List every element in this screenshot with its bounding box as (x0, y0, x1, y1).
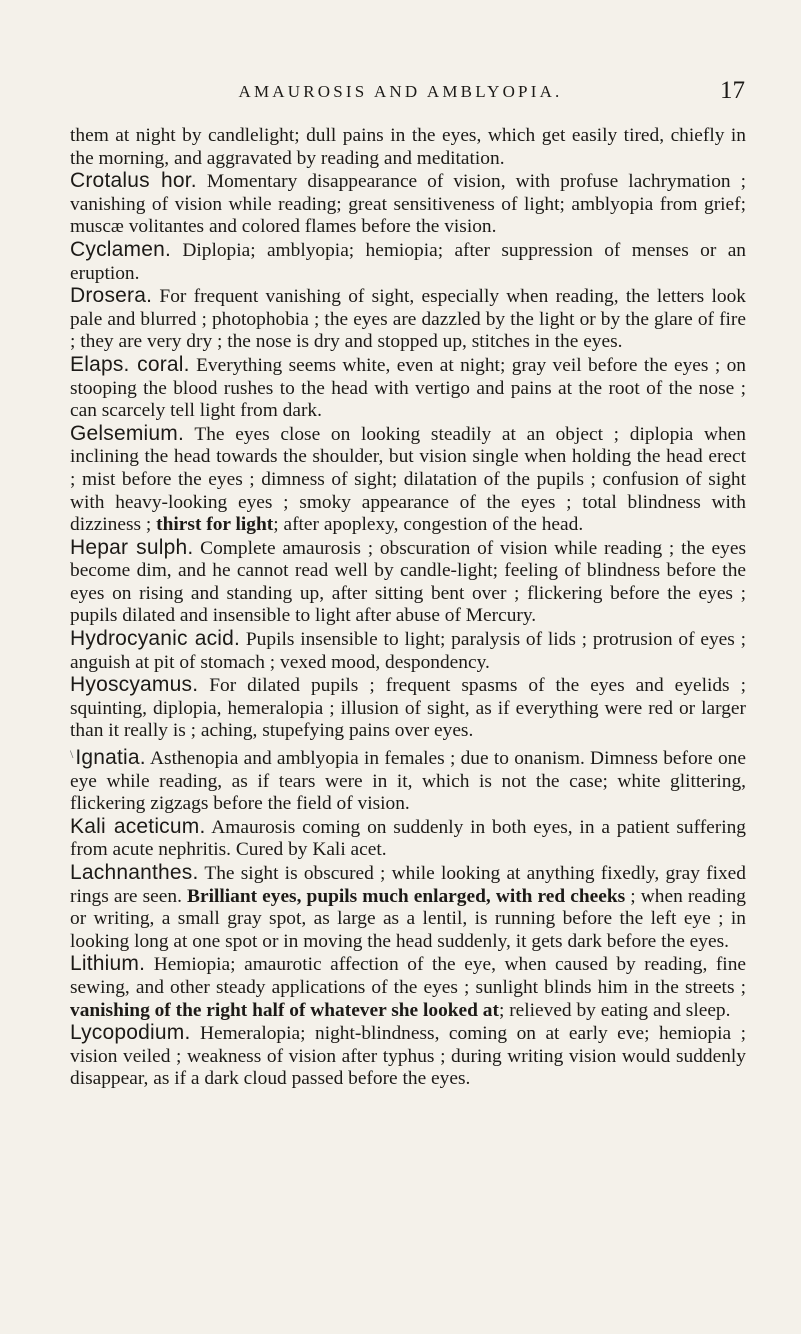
remedy-name: Hyoscyamus. (70, 673, 199, 697)
paragraph-text: The sight is obscured ; while looking at anything fixedly, gray fixed rings are seen. (70, 863, 746, 907)
paragraph-text: Complete amaurosis ; obscuration of vision while reading ; the eyes become dim, and he cannot read well by candle-light; feeling of blindness before the eyes on rising and standing up, after sitting bent over ; flickering before the eyes ; pupils dilated and insensible to light after abuse of Mercury. (70, 537, 746, 627)
running-head (0, 77, 801, 112)
paragraph-text: For frequent vanishing of sight, especially when reading, the letters look pale and blurred ; photophobia ; the eyes are dazzled by the light or by the glare of fire ; they are very dry ; the nose is dry and stopped up, stitches in the eyes. (70, 286, 746, 353)
remedy-paragraph (70, 1022, 746, 1091)
remedy-name: Hydrocyanic acid. (70, 627, 241, 651)
paragraph-text: Hemeralopia; night-blindness, coming on at early eve; hemiopia ; vision veiled ; weakness of vision after typhus ; during writing vision would suddenly disappear, as if a dark cloud passed before the eyes. (70, 1023, 746, 1090)
margin-mark: \ (70, 747, 74, 762)
remedy-name: Kali aceticum. (70, 814, 206, 838)
paragraph-text: them at night by candlelight; dull pains in the eyes, which get easily tired, chiefly in the morning, and aggravated by reading and meditation. (70, 125, 746, 169)
paragraph-text: The eyes close on looking steadily at an object ; diplopia when inclining the head towards the shoulder, but vision single when holding the head erect ; mist before the eyes ; dimness of sight; dilatation of the pupils ; confusion of sight with heavy-looking eyes ; smoky appearance of the eyes ; total blindness with dizziness ; (70, 423, 746, 536)
emphasized-text: thirst for light (156, 514, 274, 536)
paragraph-text: ; after apoplexy, congestion of the head. (273, 514, 584, 536)
remedy-paragraph (70, 285, 746, 354)
page-number: 17 (720, 77, 745, 104)
running-title: AMAUROSIS AND AMBLYOPIA. (238, 82, 563, 101)
remedy-name: Lycopodium. (70, 1021, 191, 1045)
remedy-name: Lithium. (70, 952, 146, 976)
remedy-name: Ignatia. (75, 746, 146, 770)
paragraph-text: Hemiopia; amaurotic affection of the eye, when caused by reading, fine sewing, and other steady applications of the eyes ; sunlight blinds him in the streets ; (70, 954, 746, 998)
paragraph-text: For dilated pupils ; frequent spasms of the eyes and eyelids ; squinting, diplopia, hemeralopia ; illusion of sight, as if everything were red or larger than it really is ; aching, stupefying pains over eyes. (70, 675, 746, 742)
remedy-paragraph (70, 862, 746, 953)
remedy-paragraph (70, 239, 746, 285)
remedy-paragraph (70, 354, 746, 423)
remedy-paragraph (70, 423, 746, 537)
remedy-paragraph (70, 816, 746, 862)
remedy-paragraph (70, 953, 746, 1022)
remedy-name: Drosera. (70, 284, 153, 308)
body-text (70, 125, 746, 1091)
remedy-name: Lachnanthes. (70, 861, 199, 884)
remedy-name: Gelsemium. (70, 421, 185, 445)
remedy-paragraph (70, 125, 746, 170)
remedy-paragraph (70, 674, 746, 743)
remedy-name: Cyclamen. (70, 237, 171, 261)
remedy-paragraph (70, 743, 746, 816)
remedy-paragraph (70, 628, 746, 674)
paragraph-text: Asthenopia and amblyopia in females ; due to onanism. Dimness before one eye while reading, as if tears were in it, which is not the case; white glittering, flickering zigzags before the field of vision. (70, 748, 746, 815)
paragraph-text: ; when reading or writing, a small gray spot, as large as a lentil, is running before the left eye ; in looking long at one spot or in moving the head suddenly, it gets dark before the eyes. (70, 885, 746, 952)
remedy-name: Crotalus hor. (70, 169, 197, 193)
paragraph-text: Diplopia; amblyopia; hemiopia; after suppression of menses or an eruption. (70, 239, 746, 284)
remedy-paragraph (70, 170, 746, 239)
emphasized-text: vanishing of the right half of whatever she looked at (70, 999, 499, 1021)
paragraph-text: ; relieved by eating and sleep. (498, 999, 731, 1021)
remedy-paragraph (70, 537, 746, 628)
emphasized-text: Brilliant eyes, pupils much enlarged, with red cheeks (187, 885, 626, 907)
paragraph-text: Everything seems white, even at night; gray veil before the eyes ; on stooping the blood rushes to the head with vertigo and pains at the root of the nose ; can scarcely tell light from dark. (70, 354, 747, 422)
paragraph-text: Momentary disappearance of vision, with profuse lachrymation ; vanishing of vision while reading; great sensitiveness of light; amblyopia from grief; muscæ volitantes and colored flames before the vision. (70, 171, 746, 238)
remedy-name: Elaps. coral. (70, 352, 190, 376)
paragraph-text: Amaurosis coming on suddenly in both eyes, in a patient suffering from acute nephritis. Cured by Kali acet. (70, 816, 746, 861)
paragraph-text: Pupils insensible to light; paralysis of lids ; protrusion of eyes ; anguish at pit of stomach ; vexed mood, despondency. (70, 629, 746, 673)
remedy-name: Hepar sulph. (70, 535, 194, 559)
